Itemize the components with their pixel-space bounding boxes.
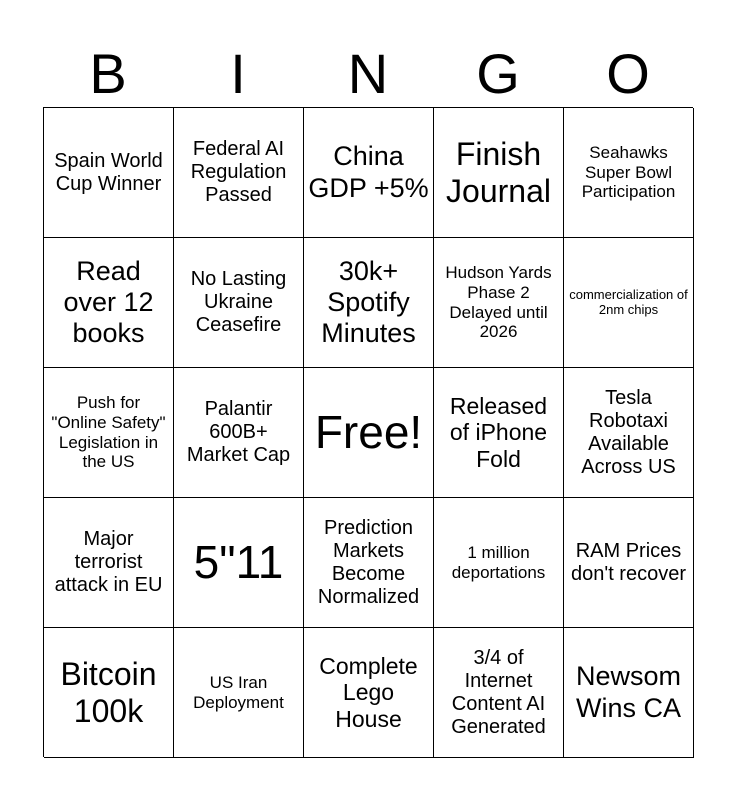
bingo-cell-text: No Lasting Ukraine Ceasefire <box>190 268 287 336</box>
bingo-cell[interactable] <box>304 498 434 628</box>
bingo-cell-text: Seahawks Super Bowl Participation <box>581 143 676 202</box>
bingo-cell[interactable] <box>564 498 694 628</box>
bingo-cell-text: Federal AI Regulation Passed <box>190 138 287 206</box>
bingo-cell-text: Spain World Cup Winner <box>54 149 163 195</box>
bingo-cell-text: 3/4 of Internet Content AI Generated <box>451 646 546 738</box>
bingo-cell-text: Tesla Robotaxi Available Across US <box>581 386 676 478</box>
bingo-cell-text: commercialization of 2nm chips <box>569 286 688 317</box>
bingo-card-grid <box>43 107 693 757</box>
bingo-cell-text: 1 million deportations <box>451 542 546 582</box>
bingo-cell[interactable] <box>174 368 304 498</box>
bingo-cell[interactable] <box>564 238 694 368</box>
bingo-cell[interactable] <box>564 368 694 498</box>
header-letter-g: G <box>476 42 520 105</box>
bingo-cell[interactable] <box>174 628 304 758</box>
bingo-cell[interactable] <box>174 238 304 368</box>
header-letter-o: O <box>606 42 650 105</box>
bingo-cell[interactable] <box>434 498 564 628</box>
bingo-cell-text: US Iran Deployment <box>193 672 284 712</box>
header-letter-n: N <box>347 42 389 105</box>
bingo-cell-text: Complete Lego House <box>319 652 418 732</box>
bingo-cell[interactable] <box>304 238 434 368</box>
bingo-cell[interactable] <box>44 498 174 628</box>
bingo-cell[interactable] <box>174 498 304 628</box>
bingo-cell-text: 5"11 <box>193 536 284 589</box>
bingo-cell-text: Free! <box>314 406 423 459</box>
bingo-cell[interactable] <box>44 628 174 758</box>
bingo-cell-text: 30k+ Spotify Minutes <box>321 255 416 349</box>
bingo-cell[interactable] <box>434 238 564 368</box>
bingo-cell[interactable] <box>434 108 564 238</box>
bingo-cell-text: Bitcoin 100k <box>60 655 157 729</box>
bingo-cell[interactable] <box>304 628 434 758</box>
bingo-cell-text: Hudson Yards Phase 2 Delayed until 2026 <box>445 263 552 342</box>
bingo-cell-text: RAM Prices don't recover <box>571 539 686 585</box>
bingo-cell[interactable] <box>564 628 694 758</box>
bingo-cell-text: Released of iPhone Fold <box>449 392 548 472</box>
bingo-cell[interactable] <box>44 108 174 238</box>
bingo-cell-text: Major terrorist attack in EU <box>54 528 163 596</box>
bingo-cell-text: Palantir 600B+ Market Cap <box>186 398 291 466</box>
header-letter-i: I <box>230 42 246 105</box>
bingo-header <box>43 40 693 108</box>
header-letter-b: B <box>89 42 127 105</box>
bingo-cell[interactable] <box>434 368 564 498</box>
bingo-cell[interactable] <box>44 238 174 368</box>
bingo-cell-text: Read over 12 books <box>63 255 154 349</box>
bingo-cell[interactable] <box>44 368 174 498</box>
bingo-cell-text: Prediction Markets Become Normalized <box>317 516 420 608</box>
bingo-cell-text: Newsom Wins CA <box>575 661 682 723</box>
bingo-cell[interactable] <box>434 628 564 758</box>
bingo-free-space[interactable] <box>304 368 434 498</box>
bingo-cell[interactable] <box>564 108 694 238</box>
bingo-cell-text: Push for "Online Safety" Legislation in the US <box>51 393 166 472</box>
bingo-cell-text: Finish Journal <box>446 135 551 209</box>
bingo-cell[interactable] <box>304 108 434 238</box>
bingo-cell[interactable] <box>174 108 304 238</box>
bingo-cell-text: China GDP +5% <box>308 141 429 203</box>
